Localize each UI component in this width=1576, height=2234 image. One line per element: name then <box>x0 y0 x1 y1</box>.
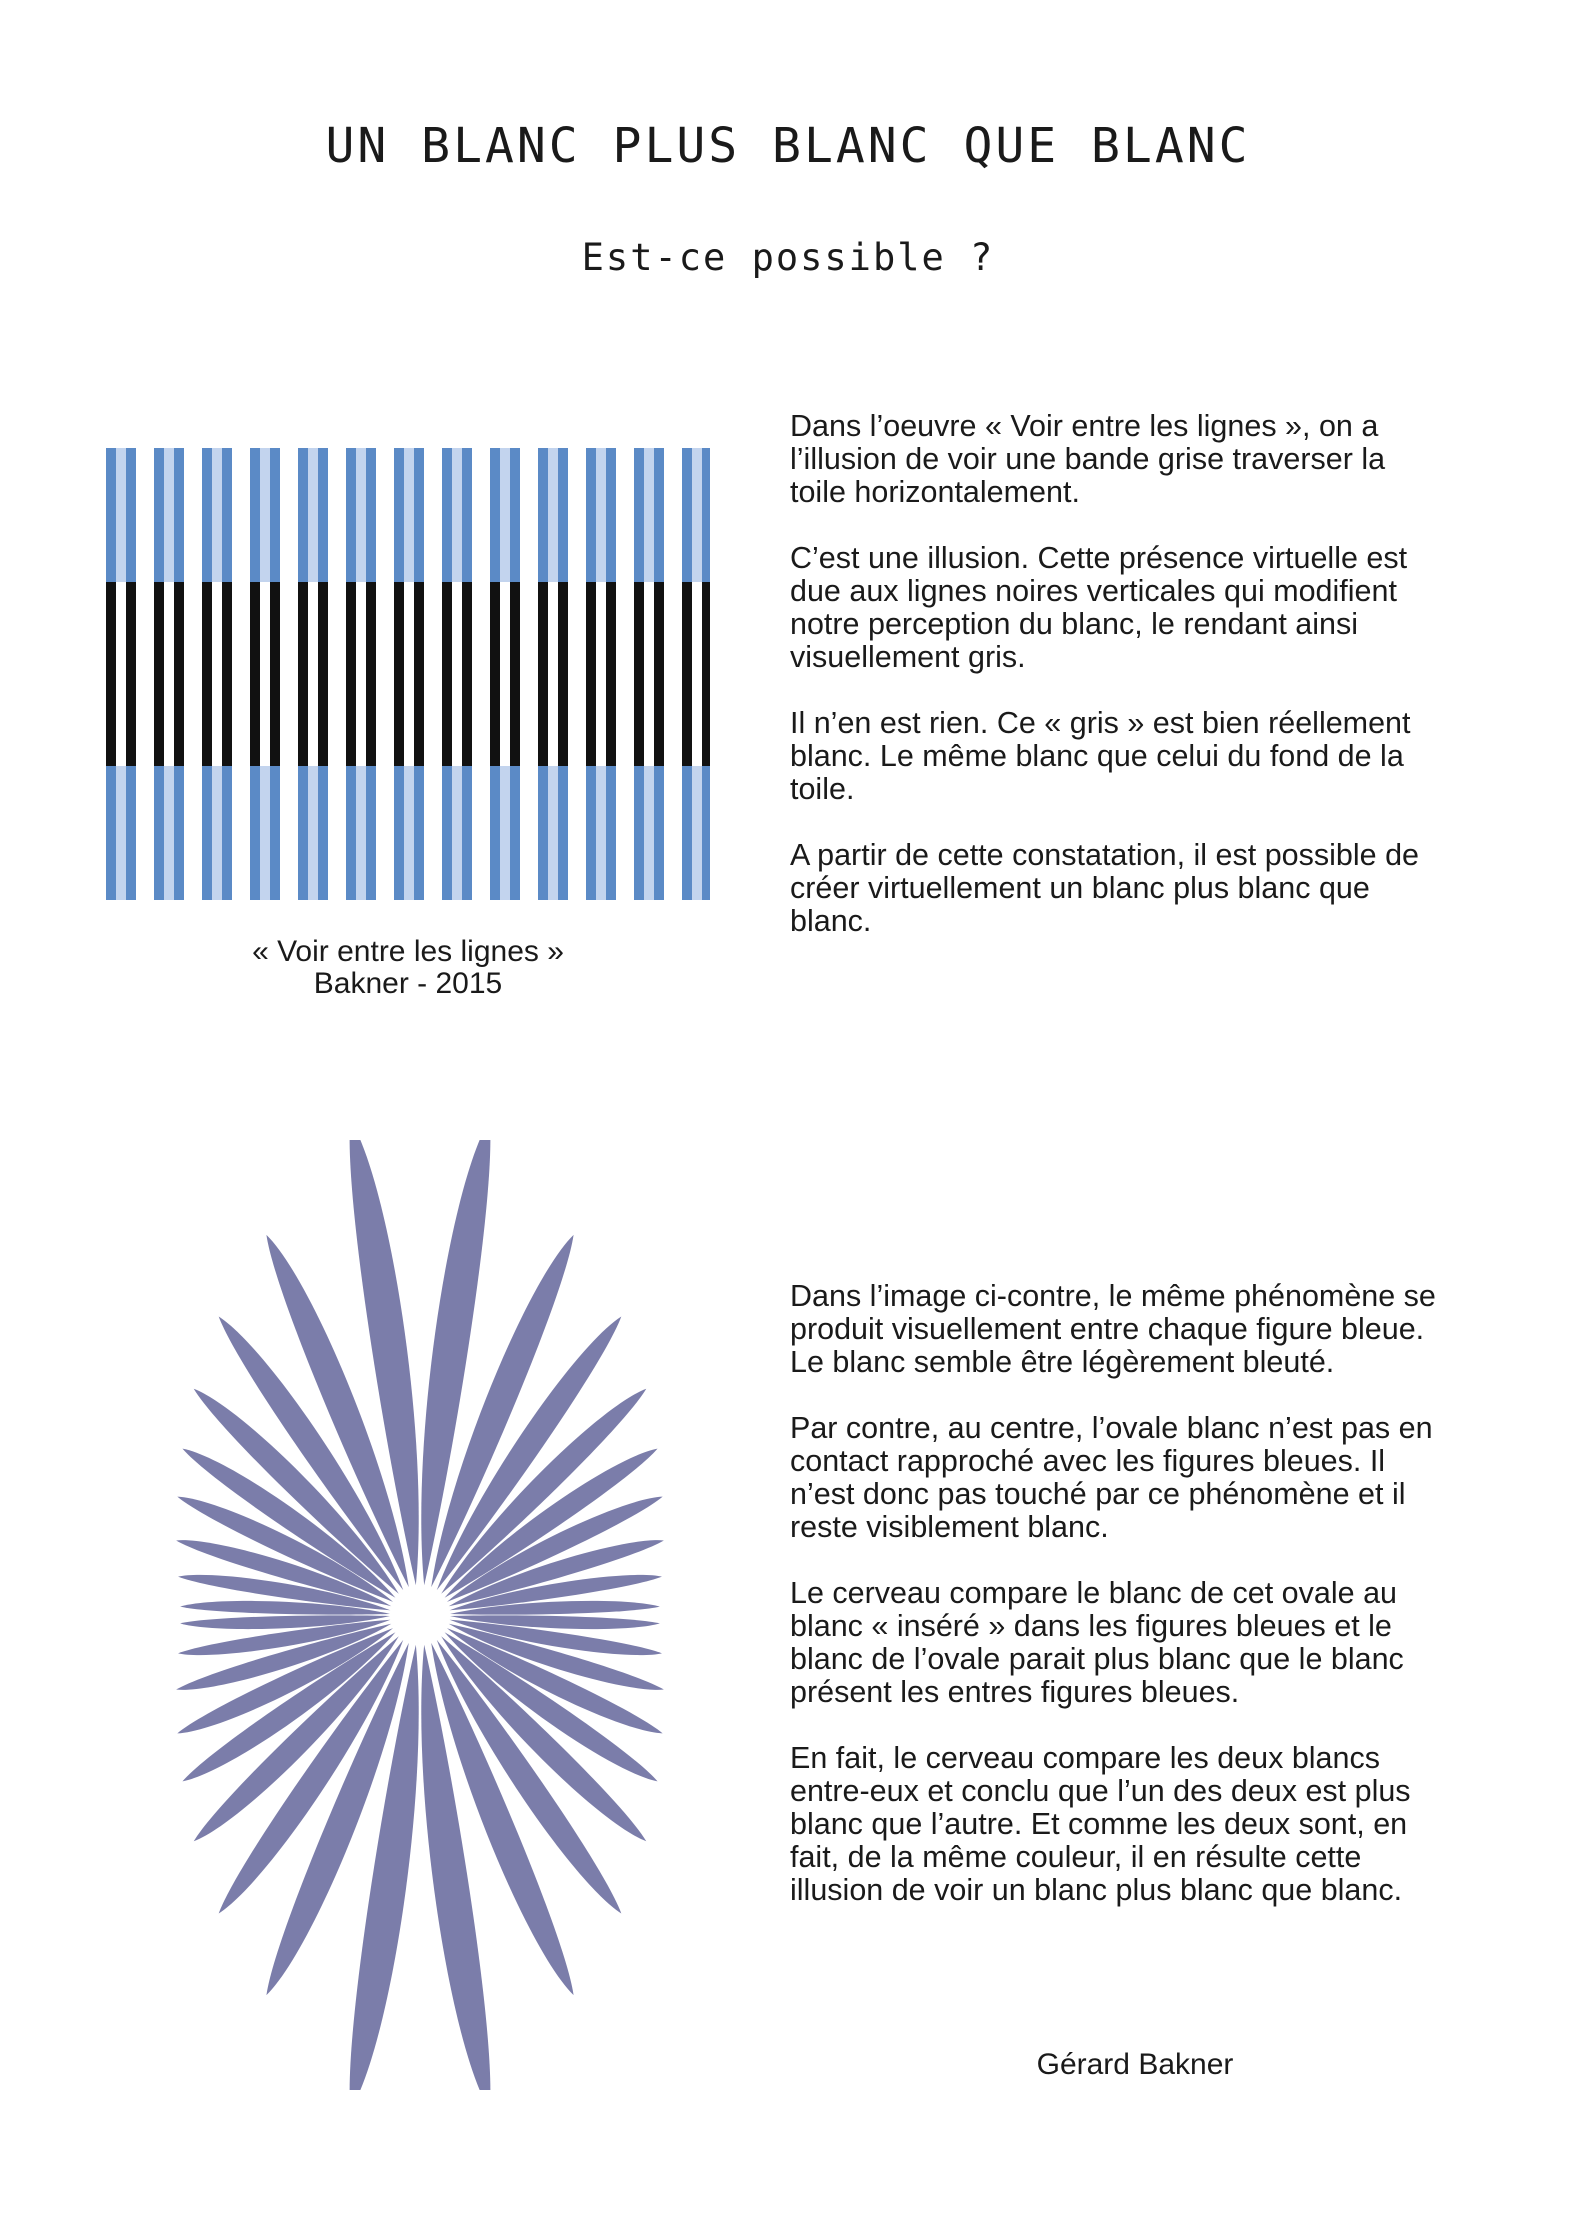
voir-entre-les-lignes-artwork <box>100 448 710 908</box>
artwork-caption <box>108 936 708 1000</box>
stripe-black <box>346 582 356 766</box>
stripe-band <box>106 766 116 900</box>
section-2-paragraph: Dans l’image ci-contre, le même phénomène se produit visuellement entre chaque figure bleue. Le blanc semble être légèrement bleuté. <box>790 1279 1436 1379</box>
stripe-black <box>538 582 548 766</box>
stripe-band <box>442 448 452 582</box>
stripe-band <box>414 766 424 900</box>
stripe-band <box>394 448 404 582</box>
stripe-band <box>644 766 654 900</box>
stripe-band <box>606 766 616 900</box>
stripe-black <box>394 582 404 766</box>
stripe-band <box>654 448 664 582</box>
stripe-black <box>634 582 644 766</box>
stripe-band <box>394 766 404 900</box>
stripe-black <box>126 582 136 766</box>
section-2-paragraph: En fait, le cerveau compare les deux blancs entre-eux et conclu que l’un des deux est plus blanc que l’autre. Et comme les deux sont, en fait, de la même couleur, il en résulte cette illusion de voir un blanc plus blanc que blanc. <box>790 1741 1411 1907</box>
page-subtitle: Est-ce possible ? <box>581 236 995 279</box>
stripe-black <box>654 582 664 766</box>
stripe-black <box>462 582 472 766</box>
stripe-band <box>596 766 606 900</box>
section-1-paragraph: Dans l’oeuvre « Voir entre les lignes », on a l’illusion de voir une bande grise traverser la toile horizontalement. <box>790 409 1386 509</box>
stripe-band <box>270 766 280 900</box>
stripe-band <box>404 766 414 900</box>
stripe-band <box>414 448 424 582</box>
stripe-white <box>452 582 462 766</box>
stripe-band <box>126 766 136 900</box>
section-2-text <box>790 1280 1530 1940</box>
stripe-band <box>260 766 270 900</box>
stripe-white <box>164 582 174 766</box>
stripe-band <box>510 448 520 582</box>
stripe-band <box>126 448 136 582</box>
stripe-white <box>260 582 270 766</box>
stripe-band <box>606 448 616 582</box>
stripe-band <box>212 766 222 900</box>
stripe-band <box>538 448 548 582</box>
stripe-black <box>250 582 260 766</box>
stripe-band <box>558 766 568 900</box>
artwork-caption-title: « Voir entre les lignes » <box>252 935 564 968</box>
artwork-caption-author: Bakner - 2015 <box>313 967 503 1000</box>
page-title: UN BLANC PLUS BLANC QUE BLANC <box>325 118 1251 174</box>
stripe-black <box>298 582 308 766</box>
stripe-black <box>106 582 116 766</box>
stripe-band <box>702 766 710 900</box>
stripe-white <box>500 582 510 766</box>
stripe-black <box>606 582 616 766</box>
stripe-band <box>154 448 164 582</box>
petal-illusion-artwork <box>160 1140 680 2090</box>
stripe-band <box>490 766 500 900</box>
stripe-band <box>404 448 414 582</box>
stripe-band <box>222 766 232 900</box>
stripe-black <box>558 582 568 766</box>
stripe-black <box>270 582 280 766</box>
stripe-white <box>308 582 318 766</box>
stripe-band <box>356 448 366 582</box>
stripe-black <box>318 582 328 766</box>
stripe-band <box>356 766 366 900</box>
stripe-band <box>452 766 462 900</box>
stripe-white <box>116 582 126 766</box>
stripe-band <box>692 766 702 900</box>
stripe-band <box>682 766 692 900</box>
stripe-band <box>682 448 692 582</box>
stripe-band <box>510 766 520 900</box>
stripe-band <box>596 448 606 582</box>
stripe-black <box>586 582 596 766</box>
stripe-band <box>644 448 654 582</box>
stripe-band <box>654 766 664 900</box>
stripe-black <box>442 582 452 766</box>
stripe-band <box>174 448 184 582</box>
section-1-paragraph: A partir de cette constatation, il est possible de créer virtuellement un blanc plus blanc que blanc. <box>790 838 1420 938</box>
stripe-black <box>510 582 520 766</box>
section-1-paragraph: C’est une illusion. Cette présence virtuelle est due aux lignes noires verticales qui modifient notre perception du blanc, le rendant ainsi visuellement gris. <box>790 541 1408 674</box>
stripe-band <box>442 766 452 900</box>
stripe-white <box>596 582 606 766</box>
stripe-band <box>500 448 510 582</box>
stripe-band <box>174 766 184 900</box>
stripe-band <box>548 448 558 582</box>
stripe-band <box>154 766 164 900</box>
stripe-band <box>702 448 710 582</box>
stripe-white <box>692 582 702 766</box>
stripe-band <box>634 448 644 582</box>
stripe-band <box>586 766 596 900</box>
stripe-band <box>634 766 644 900</box>
stripe-band <box>164 448 174 582</box>
stripe-white <box>356 582 366 766</box>
stripe-band <box>318 448 328 582</box>
stripe-band <box>202 766 212 900</box>
stripe-band <box>586 448 596 582</box>
stripe-band <box>548 766 558 900</box>
stripe-white <box>644 582 654 766</box>
stripe-band <box>202 448 212 582</box>
stripe-black <box>154 582 164 766</box>
stripe-band <box>250 766 260 900</box>
stripe-band <box>366 766 376 900</box>
section-1-text <box>790 410 1490 971</box>
stripe-band <box>250 448 260 582</box>
stripe-band <box>538 766 548 900</box>
stripe-band <box>346 766 356 900</box>
stripe-band <box>308 448 318 582</box>
stripe-band <box>308 766 318 900</box>
stripe-band <box>164 766 174 900</box>
author-signature: Gérard Bakner <box>1036 2048 1234 2081</box>
stripe-band <box>270 448 280 582</box>
stripe-black <box>222 582 232 766</box>
stripe-black <box>414 582 424 766</box>
section-2-paragraph: Par contre, au centre, l’ovale blanc n’est pas en contact rapproché avec les figures bleues. Il n’est donc pas touché par ce phénomène et il reste visiblement blanc. <box>790 1411 1433 1544</box>
section-1-paragraph: Il n’en est rien. Ce « gris » est bien réellement blanc. Le même blanc que celui du fond de la toile. <box>790 706 1411 806</box>
stripe-band <box>116 448 126 582</box>
stripe-band <box>500 766 510 900</box>
stripe-black <box>174 582 184 766</box>
stripe-white <box>212 582 222 766</box>
stripe-band <box>692 448 702 582</box>
stripe-band <box>106 448 116 582</box>
stripe-band <box>318 766 328 900</box>
stripe-band <box>212 448 222 582</box>
stripe-band <box>346 448 356 582</box>
stripe-band <box>116 766 126 900</box>
stripe-black <box>490 582 500 766</box>
stripe-black <box>366 582 376 766</box>
stripe-band <box>558 448 568 582</box>
section-2-paragraph: Le cerveau compare le blanc de cet ovale au blanc « inséré » dans les figures bleues et le blanc de l’ovale parait plus blanc que le blanc présent les entres figures bleues. <box>790 1576 1404 1709</box>
stripe-band <box>260 448 270 582</box>
stripe-black <box>202 582 212 766</box>
stripe-black <box>702 582 710 766</box>
stripe-band <box>452 448 462 582</box>
stripe-white <box>404 582 414 766</box>
stripe-band <box>298 766 308 900</box>
stripe-band <box>490 448 500 582</box>
stripe-band <box>298 448 308 582</box>
stripe-black <box>682 582 692 766</box>
stripe-band <box>366 448 376 582</box>
stripe-band <box>222 448 232 582</box>
stripe-band <box>462 448 472 582</box>
stripe-white <box>548 582 558 766</box>
stripe-band <box>462 766 472 900</box>
